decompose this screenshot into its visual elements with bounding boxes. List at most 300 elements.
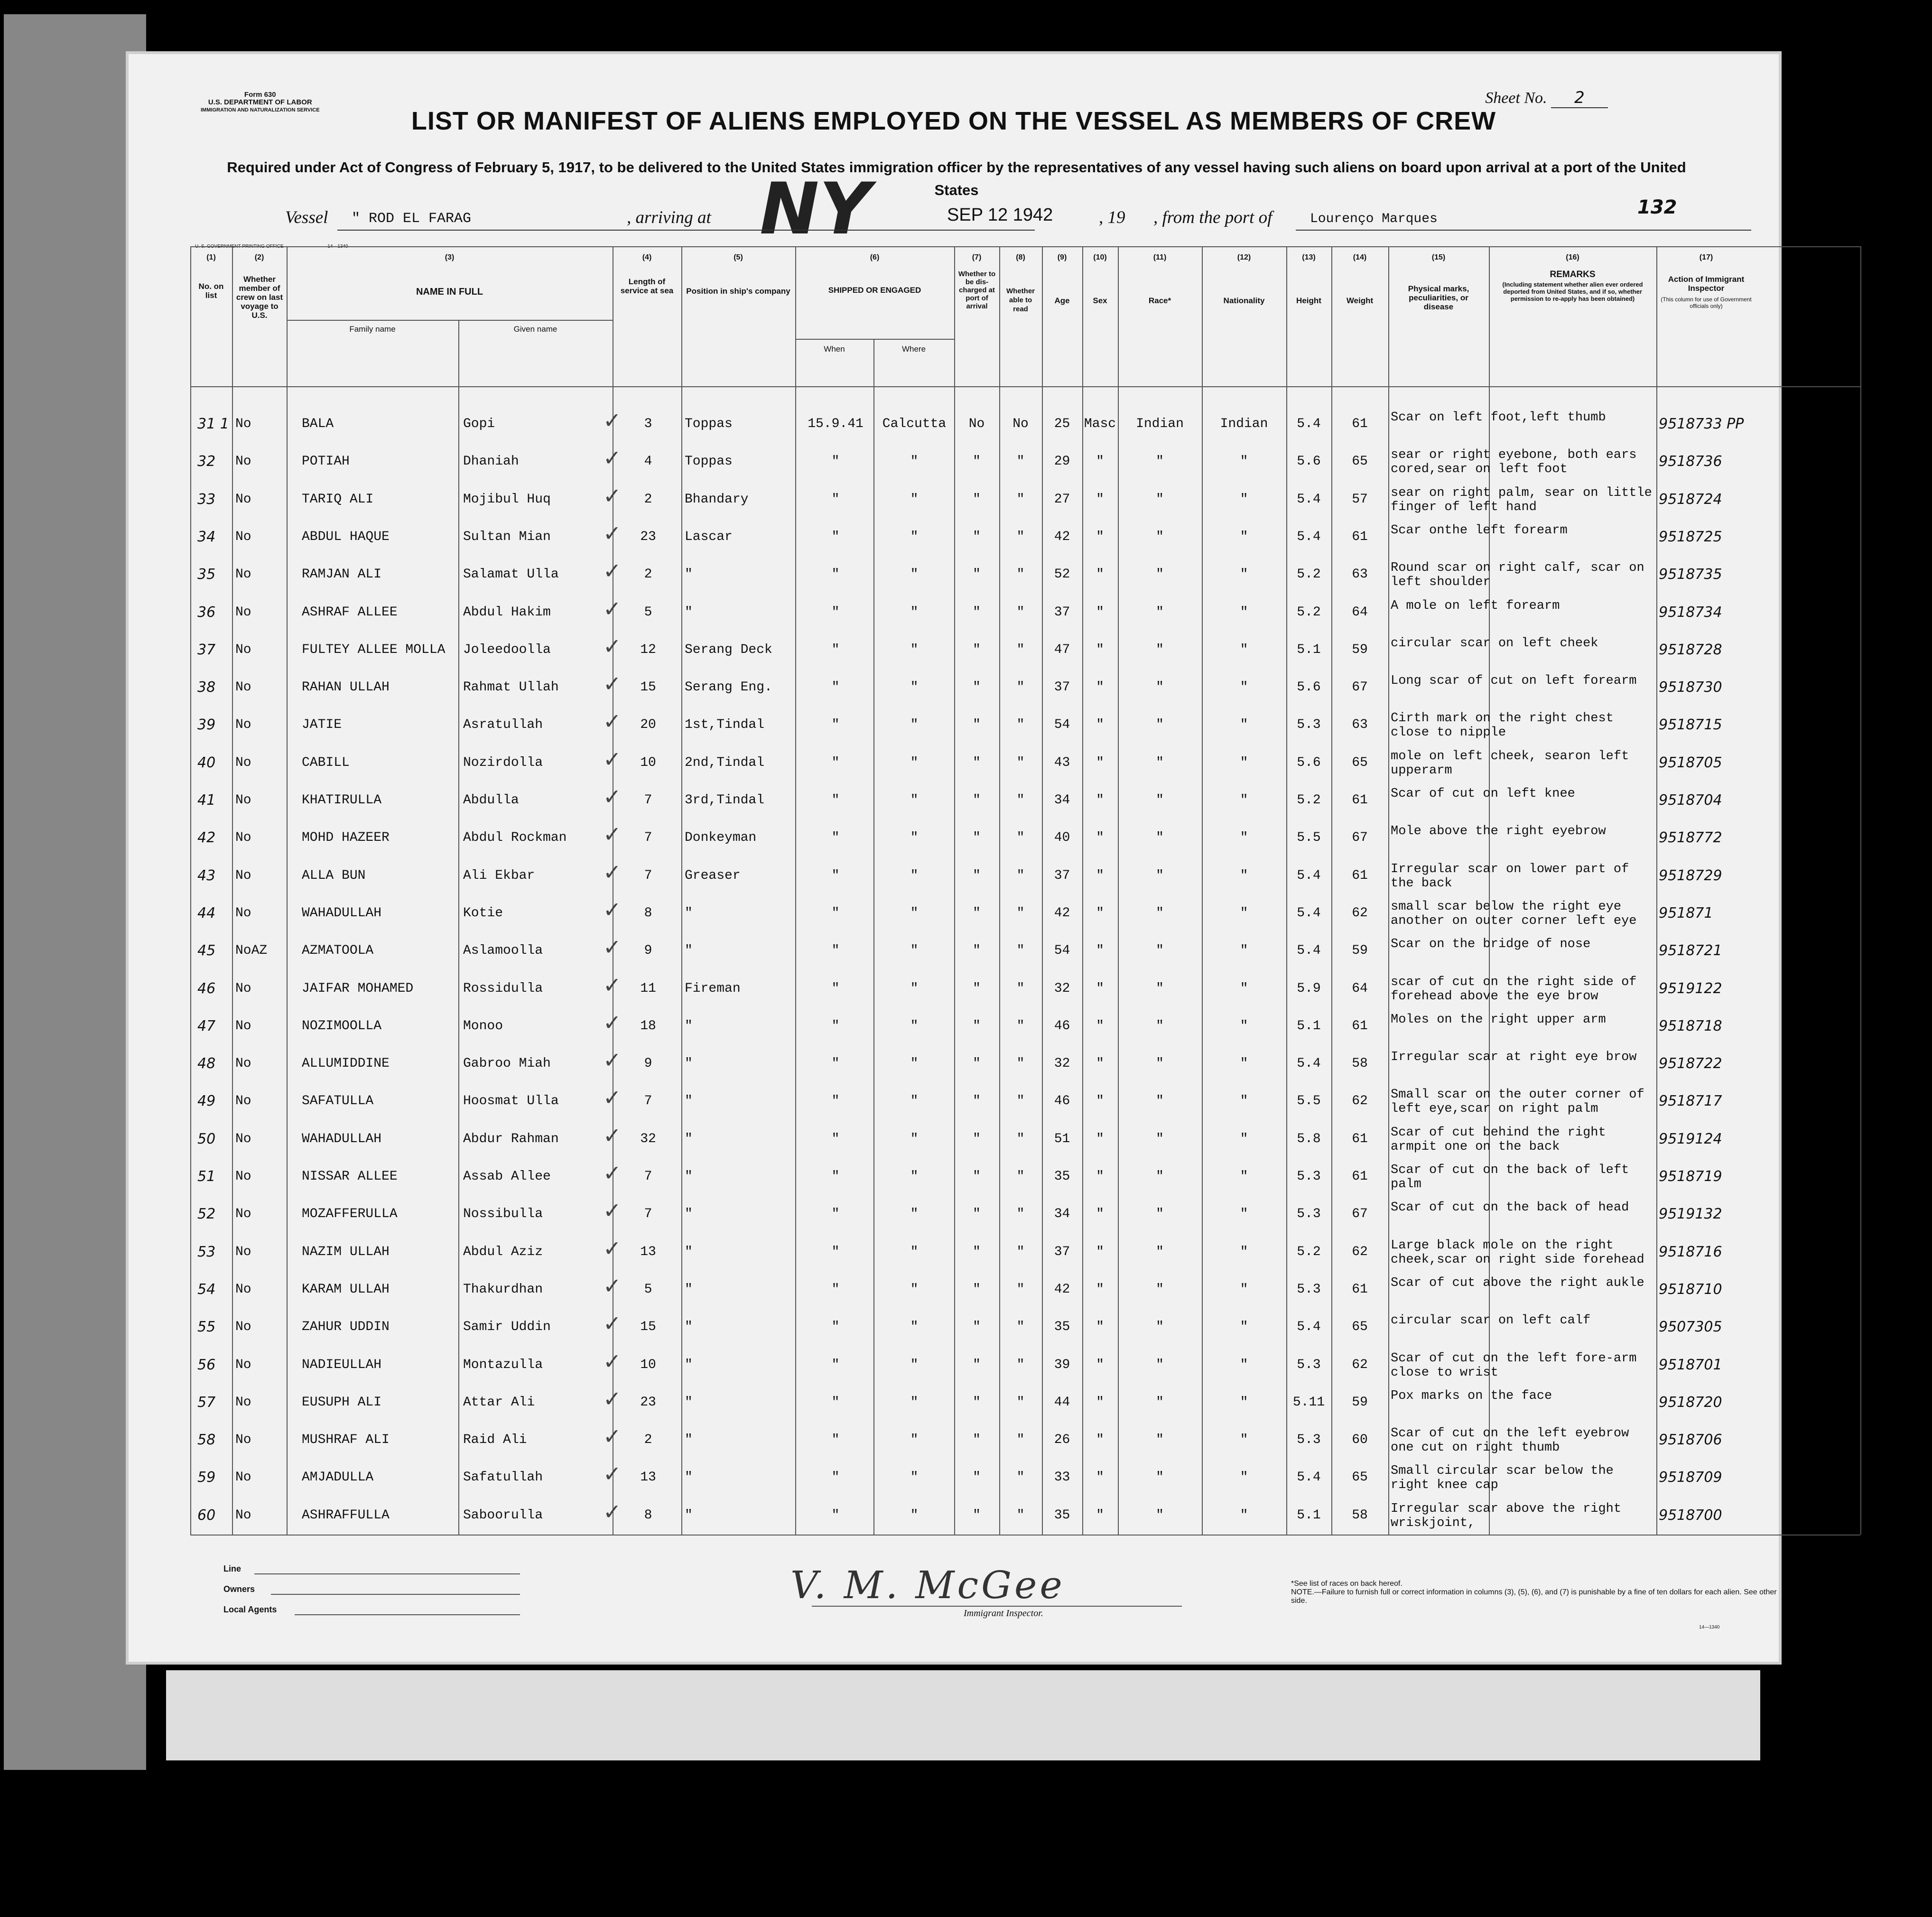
- row-able-read: ": [1016, 981, 1025, 996]
- row-number: 36: [197, 604, 216, 621]
- row-given-name: Rahmat Ullah: [463, 680, 559, 695]
- row-nationality: ": [1240, 1357, 1248, 1372]
- row-race: ": [1156, 830, 1164, 846]
- row-nationality: ": [1240, 1207, 1248, 1222]
- row-height: 5.2: [1297, 793, 1321, 808]
- row-action: 9518724: [1659, 491, 1722, 508]
- row-position: ": [685, 1470, 693, 1485]
- row-when: ": [831, 1470, 840, 1485]
- row-able-read: ": [1016, 1508, 1025, 1523]
- row-height: 5.6: [1297, 755, 1321, 770]
- row-number: 43: [197, 867, 216, 884]
- row-service: 4: [644, 454, 652, 469]
- row-member: No: [235, 868, 251, 883]
- row-weight: 63: [1352, 567, 1368, 582]
- row-able-read: ": [1016, 943, 1025, 958]
- row-number: 44: [197, 904, 216, 921]
- row-action: 9518700: [1659, 1507, 1722, 1524]
- row-action: 9518721: [1659, 942, 1722, 959]
- row-member: No: [235, 1244, 251, 1259]
- row-sex: ": [1096, 567, 1104, 582]
- row-age: 43: [1054, 755, 1070, 770]
- row-height: 5.2: [1297, 567, 1321, 582]
- footer-code: 14—1340: [1699, 1625, 1720, 1630]
- row-given-name: Abdul Aziz: [463, 1244, 543, 1259]
- row-weight: 67: [1352, 680, 1368, 695]
- row-nationality: ": [1240, 492, 1248, 507]
- row-height: 5.2: [1297, 1244, 1321, 1259]
- hdr-given-name: Given name: [513, 325, 557, 334]
- row-nationality: ": [1240, 1244, 1248, 1259]
- inspector-label: Immigrant Inspector.: [964, 1608, 1043, 1619]
- col-rule: [999, 246, 1000, 1535]
- row-race: ": [1156, 1508, 1164, 1523]
- check-mark-icon: ✓: [603, 596, 622, 622]
- row-height: 5.3: [1297, 717, 1321, 733]
- row-able-read: ": [1016, 868, 1025, 883]
- row-given-name: Saboorulla: [463, 1508, 543, 1523]
- footer-agents-label: Local Agents: [223, 1605, 277, 1614]
- row-action: 9518734: [1659, 604, 1722, 621]
- col-rule: [1118, 246, 1119, 1535]
- row-weight: 65: [1352, 454, 1368, 469]
- row-physical-marks: circular scar on left calf: [1391, 1313, 1591, 1328]
- row-service: 13: [640, 1244, 656, 1259]
- row-sex: ": [1096, 1056, 1104, 1071]
- row-discharged: ": [973, 1470, 981, 1485]
- inspector-signature: V. M. McGee: [790, 1563, 1065, 1607]
- row-discharged: ": [973, 1094, 981, 1109]
- row-given-name: Dhaniah: [463, 454, 519, 469]
- row-family-name: ASHRAF ALLEE: [302, 605, 398, 620]
- row-where: ": [910, 1094, 919, 1109]
- row-height: 5.6: [1297, 454, 1321, 469]
- check-mark-icon: ✓: [603, 633, 622, 659]
- row-age: 32: [1054, 981, 1070, 996]
- hdr-nationality: Nationality: [1223, 296, 1265, 305]
- row-number: 32: [197, 453, 216, 470]
- row-given-name: Hoosmat Ulla: [463, 1094, 559, 1109]
- row-family-name: MOHD HAZEER: [302, 830, 390, 846]
- row-weight: 62: [1352, 1244, 1368, 1259]
- row-sex: ": [1096, 905, 1104, 921]
- row-family-name: EUSUPH ALI: [302, 1395, 382, 1410]
- row-given-name: Monoo: [463, 1018, 503, 1033]
- row-able-read: ": [1016, 1094, 1025, 1109]
- row-physical-marks: Scar of cut on the left fore-arm close to wrist: [1391, 1351, 1637, 1380]
- row-when: ": [831, 905, 840, 921]
- row-member: No: [235, 1282, 251, 1297]
- row-where: ": [910, 1131, 919, 1146]
- row-sex: ": [1096, 680, 1104, 695]
- check-mark-icon: ✓: [603, 972, 622, 998]
- row-service: 5: [644, 605, 652, 620]
- row-race: ": [1156, 642, 1164, 657]
- row-height: 5.9: [1297, 981, 1321, 996]
- row-nationality: ": [1240, 1018, 1248, 1033]
- row-position: Lascar: [685, 529, 733, 544]
- row-when: ": [831, 642, 840, 657]
- row-weight: 59: [1352, 1395, 1368, 1410]
- row-member: No: [235, 1508, 251, 1523]
- printing-office-text: U. S. GOVERNMENT PRINTING OFFICE: [195, 244, 284, 249]
- row-discharged: ": [973, 905, 981, 921]
- row-nationality: ": [1240, 680, 1248, 695]
- row-sex: ": [1096, 1508, 1104, 1523]
- row-race: ": [1156, 1169, 1164, 1184]
- row-sex: ": [1096, 1395, 1104, 1410]
- row-when: ": [831, 1169, 840, 1184]
- row-race: ": [1156, 680, 1164, 695]
- row-when: ": [831, 868, 840, 883]
- row-weight: 64: [1352, 981, 1368, 996]
- row-when: ": [831, 680, 840, 695]
- row-position: Bhandary: [685, 492, 749, 507]
- row-member: No: [235, 567, 251, 582]
- row-discharged: ": [973, 1207, 981, 1222]
- row-sex: ": [1096, 1433, 1104, 1448]
- row-race: ": [1156, 793, 1164, 808]
- row-service: 2: [644, 492, 652, 507]
- row-service: 7: [644, 1207, 652, 1222]
- row-where: ": [910, 1244, 919, 1259]
- col-num-11: (11): [1153, 253, 1167, 261]
- row-given-name: Montazulla: [463, 1357, 543, 1372]
- hdr-length-service: Length of service at sea: [620, 277, 674, 295]
- row-discharged: ": [973, 1244, 981, 1259]
- row-weight: 59: [1352, 642, 1368, 657]
- row-service: 7: [644, 793, 652, 808]
- row-when: ": [831, 454, 840, 469]
- row-able-read: ": [1016, 1470, 1025, 1485]
- row-where: ": [910, 680, 919, 695]
- row-action: 9518709: [1659, 1469, 1722, 1486]
- row-family-name: NISSAR ALLEE: [302, 1169, 398, 1184]
- row-height: 5.4: [1297, 1056, 1321, 1071]
- row-when: ": [831, 717, 840, 733]
- row-physical-marks: mole on left cheek, searon left upperarm: [1391, 749, 1629, 778]
- col-num-4: (4): [642, 253, 652, 261]
- col-num-5: (5): [734, 253, 743, 261]
- row-where: ": [910, 1282, 919, 1297]
- row-height: 5.4: [1297, 492, 1321, 507]
- row-member: No: [235, 417, 251, 431]
- row-number: 53: [197, 1243, 216, 1260]
- row-sex: ": [1096, 830, 1104, 846]
- row-weight: 64: [1352, 605, 1368, 620]
- row-where: ": [910, 454, 919, 469]
- row-service: 7: [644, 1169, 652, 1184]
- row-number: 51: [197, 1168, 216, 1185]
- row-position: Greaser: [685, 868, 741, 883]
- col-rule: [681, 246, 682, 1535]
- row-discharged: ": [973, 1395, 981, 1410]
- row-action: 9518728: [1659, 641, 1722, 658]
- row-physical-marks: small scar below the right eye another on outer corner left eye: [1391, 899, 1637, 928]
- row-weight: 67: [1352, 830, 1368, 846]
- row-sex: ": [1096, 868, 1104, 883]
- hdr-able-read: Whether able to read: [1006, 287, 1035, 313]
- row-given-name: Abdulla: [463, 793, 519, 808]
- row-weight: 61: [1352, 868, 1368, 883]
- row-able-read: ": [1016, 1357, 1025, 1372]
- row-nationality: ": [1240, 1320, 1248, 1335]
- col-num-17: (17): [1699, 253, 1713, 261]
- row-action: 9519124: [1659, 1130, 1722, 1147]
- row-when: ": [831, 793, 840, 808]
- row-family-name: TARIQ ALI: [302, 492, 374, 507]
- row-discharged: ": [973, 793, 981, 808]
- sheet-no: 2: [1551, 88, 1608, 108]
- row-discharged: ": [973, 868, 981, 883]
- row-nationality: ": [1240, 755, 1248, 770]
- col-rule: [1331, 246, 1332, 1535]
- row-height: 5.2: [1297, 605, 1321, 620]
- row-physical-marks: Irregular scar above the right wriskjoint,: [1391, 1501, 1622, 1530]
- row-service: 9: [644, 943, 652, 958]
- check-mark-icon: ✓: [603, 1160, 622, 1186]
- row-where: Calcutta: [882, 417, 947, 431]
- row-position: ": [685, 1357, 693, 1372]
- row-nationality: ": [1240, 1433, 1248, 1448]
- row-when: ": [831, 567, 840, 582]
- row-race: ": [1156, 1433, 1164, 1448]
- row-number: 31 1: [197, 416, 229, 432]
- signature-underline: [812, 1606, 1182, 1607]
- row-sex: ": [1096, 1131, 1104, 1146]
- row-race: ": [1156, 567, 1164, 582]
- row-nationality: ": [1240, 981, 1248, 996]
- row-physical-marks: Long scar of cut on left forearm: [1391, 674, 1637, 689]
- col-rule: [190, 246, 191, 1535]
- col-rule: [1082, 246, 1083, 1535]
- row-member: No: [235, 1056, 251, 1071]
- row-weight: 65: [1352, 1320, 1368, 1335]
- page-subtitle: Required under Act of Congress of February 5, 1917, to be delivered to the United States immigration officer by the representatives of any vessel having such aliens on board upon arrival at a port of the United States: [227, 159, 1686, 198]
- arriving-port: NY: [760, 168, 871, 251]
- row-family-name: FULTEY ALLEE MOLLA: [302, 642, 446, 657]
- col-rule: [873, 339, 874, 1535]
- row-race: ": [1156, 1018, 1164, 1033]
- row-action: 9518710: [1659, 1281, 1722, 1298]
- row-position: ": [685, 605, 693, 620]
- row-height: 5.11: [1292, 1395, 1325, 1410]
- row-number: 35: [197, 566, 216, 583]
- row-able-read: No: [1012, 417, 1029, 431]
- col-num-12: (12): [1237, 253, 1251, 261]
- row-discharged: ": [973, 943, 981, 958]
- row-sex: Masc: [1084, 417, 1116, 431]
- row-physical-marks: Pox marks on the face: [1391, 1388, 1552, 1403]
- row-number: 50: [197, 1130, 216, 1147]
- row-age: 35: [1054, 1508, 1070, 1523]
- row-nationality: ": [1240, 642, 1248, 657]
- row-position: 1st,Tindal: [685, 717, 765, 733]
- check-mark-icon: ✓: [603, 1122, 622, 1148]
- row-race: ": [1156, 905, 1164, 921]
- row-position: Donkeyman: [685, 830, 757, 846]
- row-height: 5.4: [1297, 529, 1321, 544]
- row-weight: 65: [1352, 755, 1368, 770]
- row-action: 9518719: [1659, 1168, 1722, 1185]
- row-able-read: ": [1016, 492, 1025, 507]
- row-race: Indian: [1136, 417, 1184, 431]
- row-sex: ": [1096, 755, 1104, 770]
- row-age: 37: [1054, 868, 1070, 883]
- row-height: 5.3: [1297, 1169, 1321, 1184]
- row-discharged: No: [968, 417, 985, 431]
- row-nationality: ": [1240, 1395, 1248, 1410]
- row-able-read: ": [1016, 1395, 1025, 1410]
- row-when: ": [831, 830, 840, 846]
- row-race: ": [1156, 1244, 1164, 1259]
- row-position: ": [685, 905, 693, 921]
- row-action: 9518730: [1659, 679, 1722, 696]
- row-when: ": [831, 1357, 840, 1372]
- row-sex: ": [1096, 529, 1104, 544]
- row-action: 9518704: [1659, 792, 1722, 809]
- row-when: 15.9.41: [808, 417, 864, 431]
- row-weight: 61: [1352, 1169, 1368, 1184]
- row-where: ": [910, 793, 919, 808]
- row-weight: 61: [1352, 529, 1368, 544]
- row-sex: ": [1096, 1207, 1104, 1222]
- row-service: 12: [640, 642, 656, 657]
- row-physical-marks: Large black mole on the right cheek,scar on right side forehead: [1391, 1238, 1644, 1267]
- line-underline: [254, 1573, 520, 1574]
- row-number: 55: [197, 1319, 216, 1336]
- row-given-name: Ali Ekbar: [463, 868, 535, 883]
- row-family-name: MUSHRAF ALI: [302, 1433, 390, 1448]
- row-member: No: [235, 717, 251, 733]
- row-physical-marks: Mole above the right eyebrow: [1391, 824, 1606, 839]
- row-given-name: Gabroo Miah: [463, 1056, 551, 1071]
- row-given-name: Sultan Mian: [463, 529, 551, 544]
- row-where: ": [910, 981, 919, 996]
- hdr-weight: Weight: [1346, 296, 1374, 305]
- col-rule: [1286, 246, 1287, 1535]
- row-nationality: ": [1240, 905, 1248, 921]
- row-able-read: ": [1016, 1131, 1025, 1146]
- row-where: ": [910, 642, 919, 657]
- col-rule: [458, 320, 459, 1535]
- row-sex: ": [1096, 981, 1104, 996]
- row-family-name: NOZIMOOLLA: [302, 1018, 382, 1033]
- row-where: ": [910, 755, 919, 770]
- row-age: 34: [1054, 793, 1070, 808]
- row-where: ": [910, 1395, 919, 1410]
- row-sex: ": [1096, 1094, 1104, 1109]
- row-sex: ": [1096, 1357, 1104, 1372]
- row-service: 10: [640, 755, 656, 770]
- row-service: 8: [644, 905, 652, 921]
- row-discharged: ": [973, 1508, 981, 1523]
- row-race: ": [1156, 605, 1164, 620]
- col-num-1: (1): [206, 253, 216, 261]
- row-physical-marks: A mole on left forearm: [1391, 598, 1560, 613]
- row-number: 57: [197, 1394, 216, 1411]
- hdr-age: Age: [1054, 296, 1070, 305]
- row-discharged: ": [973, 830, 981, 846]
- row-physical-marks: Irregular scar at right eye brow: [1391, 1050, 1637, 1065]
- row-given-name: Gopi: [463, 417, 495, 431]
- row-nationality: ": [1240, 1282, 1248, 1297]
- row-where: ": [910, 1470, 919, 1485]
- row-nationality: ": [1240, 717, 1248, 733]
- row-given-name: Aslamoolla: [463, 943, 543, 958]
- row-discharged: ": [973, 1056, 981, 1071]
- row-physical-marks: Scar of cut above the right aukle: [1391, 1275, 1644, 1290]
- row-age: 26: [1054, 1433, 1070, 1448]
- col-num-15: (15): [1431, 253, 1446, 261]
- row-race: ": [1156, 1470, 1164, 1485]
- row-where: ": [910, 830, 919, 846]
- row-sex: ": [1096, 793, 1104, 808]
- row-family-name: ALLA BUN: [302, 868, 366, 883]
- manifest-sheet: [126, 51, 1782, 1665]
- row-when: ": [831, 1094, 840, 1109]
- from-label: , from the port of: [1153, 208, 1273, 227]
- row-age: 42: [1054, 905, 1070, 921]
- row-able-read: ": [1016, 680, 1025, 695]
- hdr-no-on-list: No. on list: [198, 282, 224, 300]
- row-physical-marks: Round scar on right calf, scar on left shoulder: [1391, 561, 1644, 590]
- sheet-number: [1485, 88, 1608, 108]
- row-nationality: ": [1240, 1508, 1248, 1523]
- row-physical-marks: circular scar on left cheek: [1391, 636, 1598, 651]
- row-age: 46: [1054, 1018, 1070, 1033]
- row-discharged: ": [973, 755, 981, 770]
- row-action: 9518701: [1659, 1356, 1722, 1373]
- row-service: 15: [640, 680, 656, 695]
- row-height: 5.1: [1297, 1508, 1321, 1523]
- row-member: No: [235, 1094, 251, 1109]
- sheet-label: Sheet No.: [1485, 89, 1547, 107]
- row-family-name: WAHADULLAH: [302, 1131, 382, 1146]
- check-mark-icon: ✓: [603, 483, 622, 509]
- check-mark-icon: ✓: [603, 708, 622, 735]
- row-number: 46: [197, 980, 216, 997]
- row-action: 9518733 PP: [1659, 416, 1744, 432]
- row-able-read: ": [1016, 567, 1025, 582]
- row-position: ": [685, 1207, 693, 1222]
- row-position: ": [685, 1282, 693, 1297]
- row-weight: 59: [1352, 943, 1368, 958]
- row-given-name: Thakurdhan: [463, 1282, 543, 1297]
- row-age: 25: [1054, 417, 1070, 431]
- row-where: ": [910, 529, 919, 544]
- col-rule: [1202, 246, 1203, 1535]
- arrival-date: SEP 12 1942: [947, 205, 1053, 225]
- row-service: 32: [640, 1131, 656, 1146]
- row-when: ": [831, 1131, 840, 1146]
- row-position: 3rd,Tindal: [685, 793, 765, 808]
- row-height: 5.5: [1297, 830, 1321, 846]
- row-weight: 62: [1352, 905, 1368, 921]
- row-family-name: JAIFAR MOHAMED: [302, 981, 414, 996]
- check-mark-icon: ✓: [603, 1009, 622, 1035]
- row-position: ": [685, 1320, 693, 1335]
- row-where: ": [910, 1056, 919, 1071]
- row-physical-marks: Moles on the right upper arm: [1391, 1012, 1606, 1027]
- row-where: ": [910, 1018, 919, 1033]
- check-mark-icon: ✓: [603, 1386, 622, 1412]
- row-able-read: ": [1016, 1433, 1025, 1448]
- hdr-name-in-full: NAME IN FULL: [416, 287, 483, 297]
- row-age: 35: [1054, 1320, 1070, 1335]
- row-discharged: ": [973, 1169, 981, 1184]
- check-mark-icon: ✓: [603, 746, 622, 772]
